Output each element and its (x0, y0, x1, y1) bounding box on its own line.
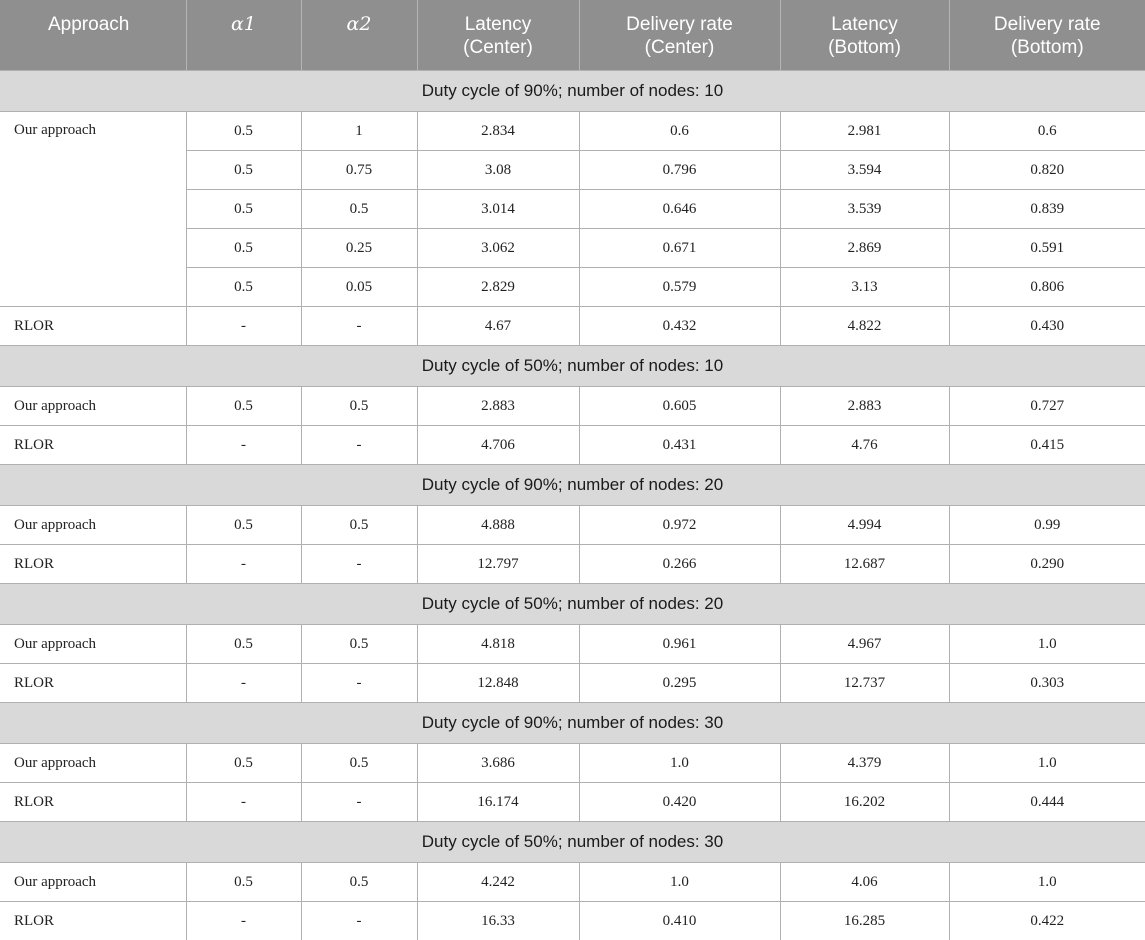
header-latency-bottom: Latency (Bottom) (780, 0, 949, 71)
value-cell: 0.295 (579, 664, 780, 703)
value-cell: - (301, 664, 417, 703)
value-cell: 0.266 (579, 545, 780, 584)
value-cell: 0.303 (949, 664, 1145, 703)
table-row (0, 426, 1145, 465)
value-cell: 0.820 (949, 151, 1145, 190)
value-cell: 0.796 (579, 151, 780, 190)
value-cell: 0.6 (949, 112, 1145, 151)
table-row (0, 506, 1145, 545)
value-cell: 4.379 (780, 744, 949, 783)
value-cell: 0.5 (301, 863, 417, 902)
value-cell: 1.0 (949, 625, 1145, 664)
value-cell: 4.06 (780, 863, 949, 902)
value-cell: 0.5 (186, 744, 301, 783)
value-cell: - (301, 307, 417, 346)
value-cell: 0.727 (949, 387, 1145, 426)
value-cell: 1.0 (579, 744, 780, 783)
value-cell: 16.33 (417, 902, 579, 940)
section-title: Duty cycle of 90%; number of nodes: 30 (0, 703, 1145, 744)
value-cell: 0.422 (949, 902, 1145, 940)
table-row (0, 625, 1145, 664)
approach-cell: Our approach (0, 506, 186, 545)
approach-cell: RLOR (0, 307, 186, 346)
value-cell: 0.444 (949, 783, 1145, 822)
value-cell: 0.5 (186, 506, 301, 545)
section-title: Duty cycle of 50%; number of nodes: 30 (0, 822, 1145, 863)
value-cell: 0.806 (949, 268, 1145, 307)
approach-cell: RLOR (0, 426, 186, 465)
value-cell: 3.08 (417, 151, 579, 190)
value-cell: - (186, 902, 301, 940)
value-cell: - (301, 902, 417, 940)
value-cell: 16.202 (780, 783, 949, 822)
value-cell: 12.687 (780, 545, 949, 584)
value-cell: 0.5 (186, 112, 301, 151)
value-cell: 1 (301, 112, 417, 151)
approach-cell: RLOR (0, 664, 186, 703)
value-cell: 0.99 (949, 506, 1145, 545)
value-cell: - (301, 545, 417, 584)
value-cell: 0.5 (186, 268, 301, 307)
value-cell: - (186, 664, 301, 703)
section-title: Duty cycle of 90%; number of nodes: 20 (0, 465, 1145, 506)
value-cell: - (301, 426, 417, 465)
value-cell: - (186, 545, 301, 584)
value-cell: 12.848 (417, 664, 579, 703)
value-cell: - (186, 783, 301, 822)
value-cell: 0.5 (186, 190, 301, 229)
table-row (0, 902, 1145, 940)
section-row (0, 822, 1145, 863)
value-cell: 0.839 (949, 190, 1145, 229)
value-cell: 0.5 (186, 625, 301, 664)
table-header (0, 0, 1145, 71)
approach-cell: Our approach (0, 744, 186, 783)
approach-cell: RLOR (0, 902, 186, 940)
value-cell: 4.967 (780, 625, 949, 664)
value-cell: 4.67 (417, 307, 579, 346)
value-cell: - (186, 307, 301, 346)
value-cell: 2.883 (417, 387, 579, 426)
section-title: Duty cycle of 50%; number of nodes: 10 (0, 346, 1145, 387)
approach-cell: Our approach (0, 387, 186, 426)
table-row (0, 664, 1145, 703)
section-row (0, 71, 1145, 112)
approach-cell: RLOR (0, 783, 186, 822)
value-cell: 3.014 (417, 190, 579, 229)
section-row (0, 346, 1145, 387)
header-delivery-center: Delivery rate (Center) (579, 0, 780, 71)
section-title: Duty cycle of 90%; number of nodes: 10 (0, 71, 1145, 112)
value-cell: 2.981 (780, 112, 949, 151)
value-cell: 0.5 (301, 506, 417, 545)
approach-cell: Our approach (0, 625, 186, 664)
section-row (0, 703, 1145, 744)
value-cell: 0.25 (301, 229, 417, 268)
section-row (0, 465, 1145, 506)
value-cell: - (186, 426, 301, 465)
table-row (0, 112, 1145, 151)
section-title: Duty cycle of 50%; number of nodes: 20 (0, 584, 1145, 625)
value-cell: 4.822 (780, 307, 949, 346)
header-row (0, 0, 1145, 71)
value-cell: 3.062 (417, 229, 579, 268)
approach-cell: Our approach (0, 112, 186, 307)
value-cell: 4.888 (417, 506, 579, 545)
table-row (0, 307, 1145, 346)
value-cell: 2.829 (417, 268, 579, 307)
value-cell: 0.671 (579, 229, 780, 268)
value-cell: 0.5 (301, 744, 417, 783)
value-cell: 3.686 (417, 744, 579, 783)
header-latency-center: Latency (Center) (417, 0, 579, 71)
table-row (0, 783, 1145, 822)
value-cell: 0.5 (186, 387, 301, 426)
value-cell: 3.13 (780, 268, 949, 307)
header-alpha2: α2 (301, 0, 417, 71)
value-cell: 1.0 (579, 863, 780, 902)
value-cell: 4.706 (417, 426, 579, 465)
value-cell: 16.285 (780, 902, 949, 940)
value-cell: 1.0 (949, 863, 1145, 902)
value-cell: 2.883 (780, 387, 949, 426)
value-cell: 0.6 (579, 112, 780, 151)
approach-cell: Our approach (0, 863, 186, 902)
value-cell: 0.961 (579, 625, 780, 664)
value-cell: 4.994 (780, 506, 949, 545)
value-cell: 0.5 (186, 863, 301, 902)
value-cell: 0.5 (186, 229, 301, 268)
value-cell: 1.0 (949, 744, 1145, 783)
value-cell: 0.972 (579, 506, 780, 545)
table-row (0, 387, 1145, 426)
header-delivery-bottom: Delivery rate (Bottom) (949, 0, 1145, 71)
value-cell: 12.797 (417, 545, 579, 584)
value-cell: 0.5 (301, 190, 417, 229)
approach-cell: RLOR (0, 545, 186, 584)
value-cell: 0.646 (579, 190, 780, 229)
value-cell: - (301, 783, 417, 822)
value-cell: 3.539 (780, 190, 949, 229)
table-body (0, 71, 1145, 940)
value-cell: 2.834 (417, 112, 579, 151)
value-cell: 0.591 (949, 229, 1145, 268)
value-cell: 2.869 (780, 229, 949, 268)
table-row (0, 744, 1145, 783)
value-cell: 3.594 (780, 151, 949, 190)
header-alpha1: α1 (186, 0, 301, 71)
value-cell: 0.431 (579, 426, 780, 465)
value-cell: 0.5 (186, 151, 301, 190)
value-cell: 0.5 (301, 387, 417, 426)
value-cell: 0.579 (579, 268, 780, 307)
value-cell: 4.242 (417, 863, 579, 902)
value-cell: 16.174 (417, 783, 579, 822)
value-cell: 0.410 (579, 902, 780, 940)
value-cell: 4.76 (780, 426, 949, 465)
value-cell: 0.05 (301, 268, 417, 307)
table-row (0, 545, 1145, 584)
value-cell: 0.605 (579, 387, 780, 426)
value-cell: 0.430 (949, 307, 1145, 346)
table-row (0, 863, 1145, 902)
value-cell: 4.818 (417, 625, 579, 664)
value-cell: 0.75 (301, 151, 417, 190)
header-approach: Approach (0, 0, 186, 71)
value-cell: 0.415 (949, 426, 1145, 465)
value-cell: 12.737 (780, 664, 949, 703)
value-cell: 0.420 (579, 783, 780, 822)
section-row (0, 584, 1145, 625)
value-cell: 0.432 (579, 307, 780, 346)
value-cell: 0.290 (949, 545, 1145, 584)
value-cell: 0.5 (301, 625, 417, 664)
